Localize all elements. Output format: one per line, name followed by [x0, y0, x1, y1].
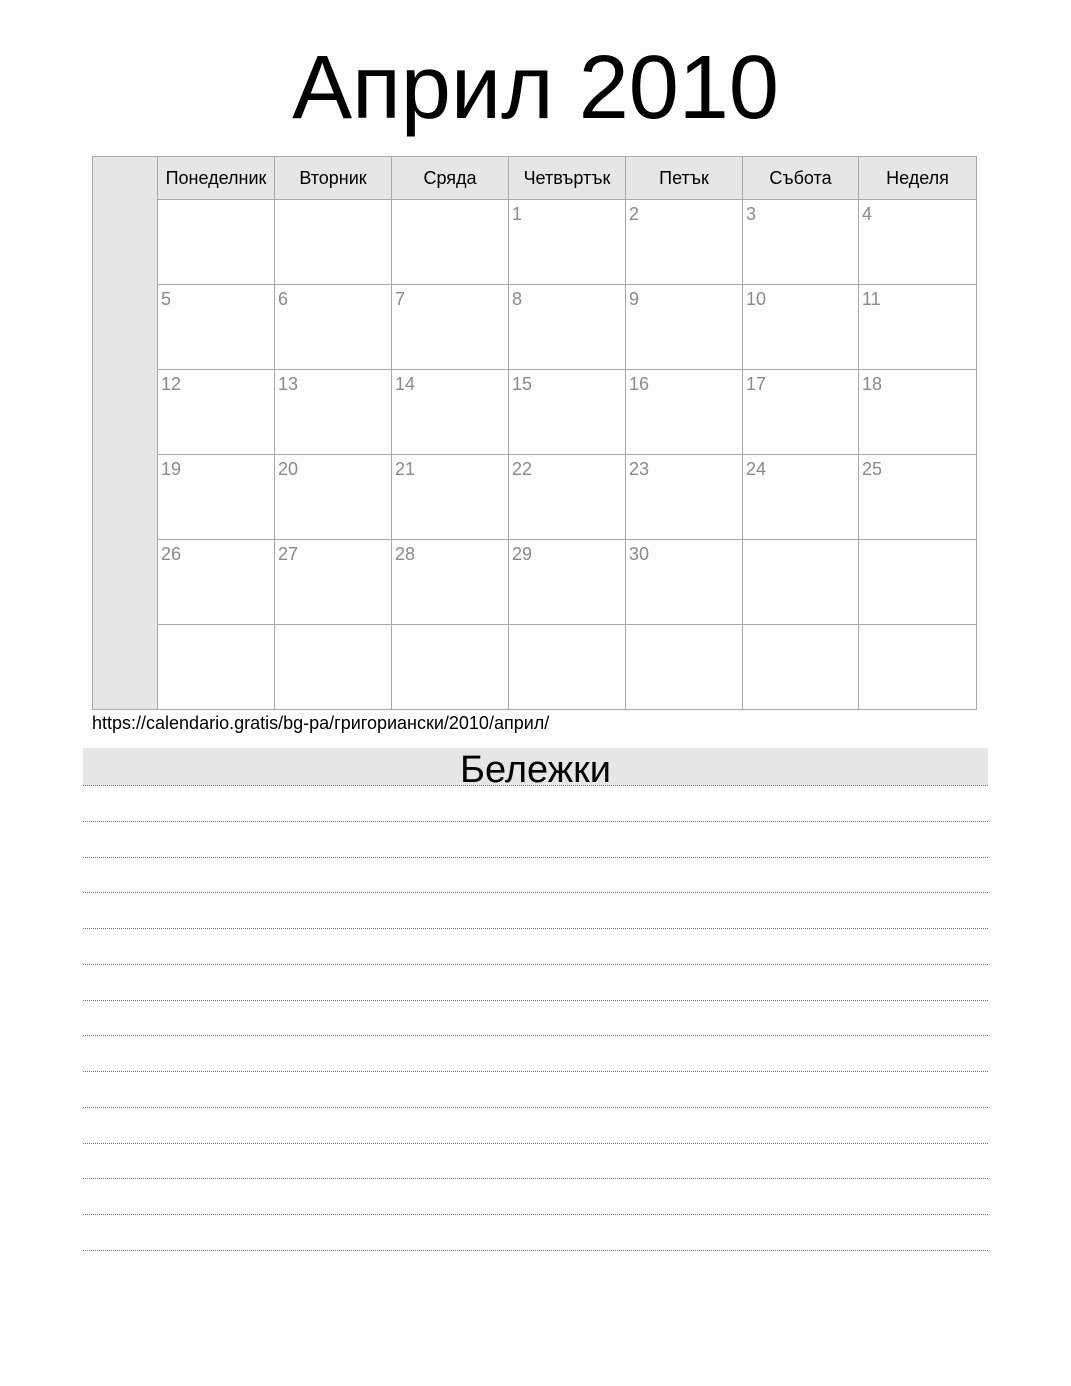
- day-cell: 10: [743, 285, 859, 370]
- day-cell: 3: [743, 200, 859, 285]
- day-cell: 17: [743, 370, 859, 455]
- day-cell: 30: [626, 540, 743, 625]
- note-line[interactable]: [83, 1072, 988, 1108]
- day-cell: 22: [509, 455, 626, 540]
- weekday-header: Петък: [626, 157, 743, 200]
- note-line[interactable]: [83, 929, 988, 965]
- day-cell: 8: [509, 285, 626, 370]
- note-line[interactable]: [83, 822, 988, 858]
- calendar-grid: [92, 156, 977, 710]
- day-cell: 2: [626, 200, 743, 285]
- day-cell: [158, 625, 275, 709]
- day-cell: 1: [509, 200, 626, 285]
- note-line[interactable]: [83, 1001, 988, 1037]
- day-cell: 16: [626, 370, 743, 455]
- day-cell: [275, 200, 392, 285]
- month-grid: [158, 157, 976, 709]
- note-line[interactable]: [83, 786, 988, 822]
- day-cell: 7: [392, 285, 509, 370]
- day-cell: 4: [859, 200, 976, 285]
- note-line[interactable]: [83, 1036, 988, 1072]
- day-cell: [743, 540, 859, 625]
- source-url[interactable]: https://calendario.gratis/bg-ра/григориански/2010/април/: [92, 713, 550, 733]
- note-line[interactable]: [83, 965, 988, 1001]
- day-cell: 19: [158, 455, 275, 540]
- day-cell: 20: [275, 455, 392, 540]
- page-title: Април 2010: [292, 38, 779, 138]
- day-cell: 5: [158, 285, 275, 370]
- weekday-header: Сряда: [392, 157, 509, 200]
- notes-area: [83, 786, 988, 1251]
- week-number-column: [93, 157, 158, 709]
- day-cell: 6: [275, 285, 392, 370]
- weekday-header: Събота: [743, 157, 859, 200]
- weekday-header: Неделя: [859, 157, 976, 200]
- day-cell: 27: [275, 540, 392, 625]
- note-line[interactable]: [83, 893, 988, 929]
- day-cell: [859, 625, 976, 709]
- day-cell: 21: [392, 455, 509, 540]
- day-cell: [509, 625, 626, 709]
- note-line[interactable]: [83, 1215, 988, 1251]
- note-line[interactable]: [83, 1179, 988, 1215]
- day-cell: 29: [509, 540, 626, 625]
- day-cell: [392, 625, 509, 709]
- note-line[interactable]: [83, 858, 988, 894]
- day-cell: 13: [275, 370, 392, 455]
- day-cell: 25: [859, 455, 976, 540]
- day-cell: [743, 625, 859, 709]
- weekday-header: Понеделник: [158, 157, 275, 200]
- weekday-header: Вторник: [275, 157, 392, 200]
- note-line[interactable]: [83, 1108, 988, 1144]
- day-cell: 24: [743, 455, 859, 540]
- day-cell: 18: [859, 370, 976, 455]
- day-cell: 14: [392, 370, 509, 455]
- notes-title: Бележки: [83, 748, 988, 786]
- day-cell: 9: [626, 285, 743, 370]
- day-cell: 15: [509, 370, 626, 455]
- day-cell: 26: [158, 540, 275, 625]
- day-cell: [158, 200, 275, 285]
- day-cell: [859, 540, 976, 625]
- day-cell: [392, 200, 509, 285]
- day-cell: 12: [158, 370, 275, 455]
- note-line[interactable]: [83, 1144, 988, 1180]
- day-cell: [626, 625, 743, 709]
- weekday-header: Четвъртък: [509, 157, 626, 200]
- day-cell: [275, 625, 392, 709]
- day-cell: 28: [392, 540, 509, 625]
- day-cell: 23: [626, 455, 743, 540]
- day-cell: 11: [859, 285, 976, 370]
